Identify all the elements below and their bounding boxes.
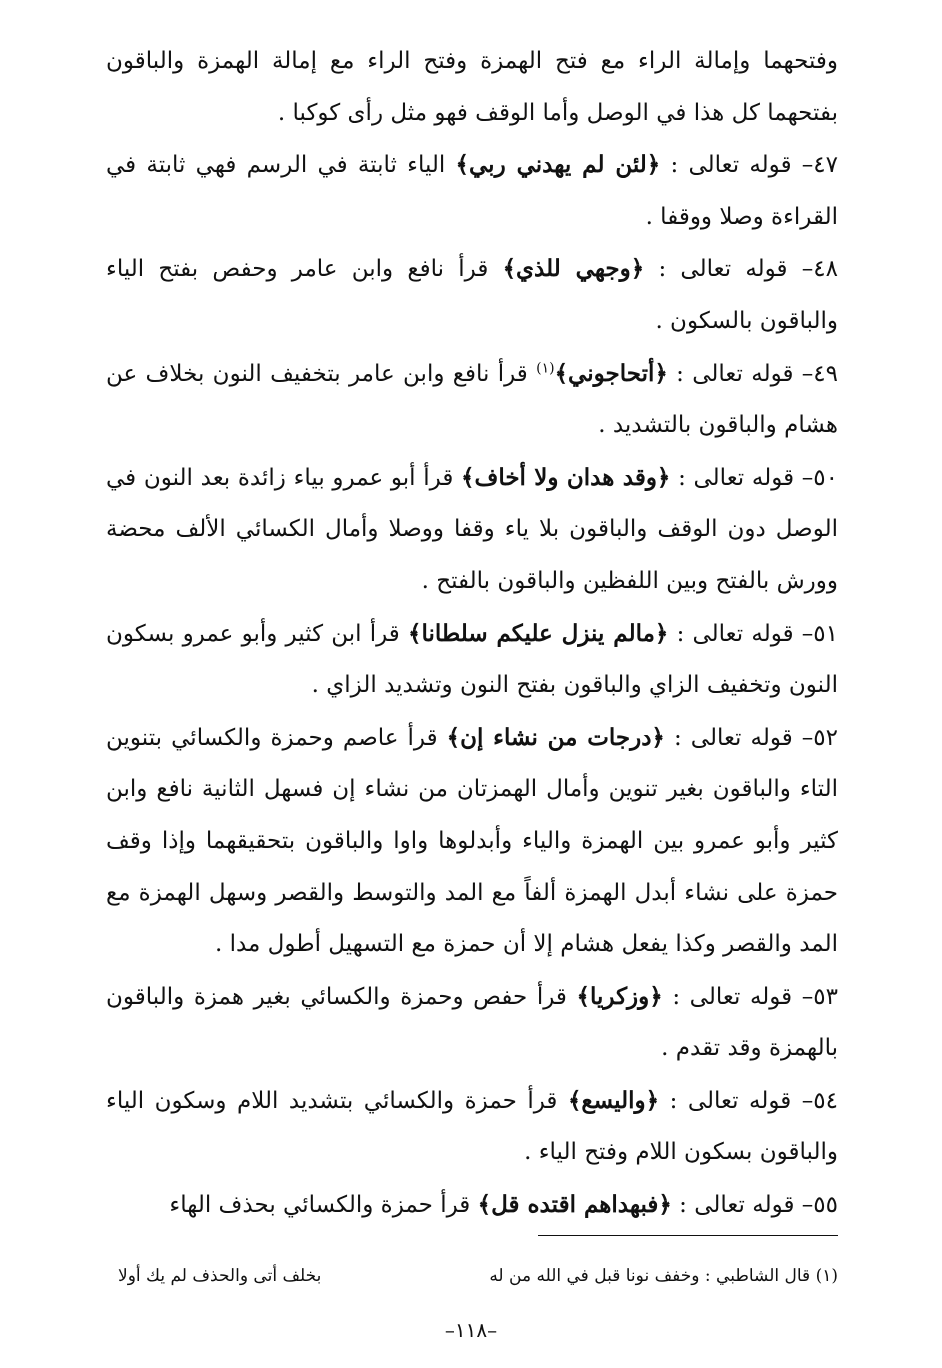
entry-prefix: ٥٠– قوله تعالى : bbox=[670, 464, 838, 491]
paragraph bbox=[106, 139, 838, 243]
paragraph bbox=[106, 971, 838, 1075]
footnote-verse-first-half: قال الشاطبي : وخفف نونا قبل في الله من له bbox=[489, 1266, 811, 1286]
paragraph-text: وفتحهما وإمالة الراء مع فتح الهمزة وفتح الراء مع إمالة الهمزة والباقون بفتحهما كل هذا في الوصل وأما الوقف فهو مثل رأى كوكبا . bbox=[106, 48, 838, 126]
quran-quote: ﴿وزكريا﴾ bbox=[576, 982, 663, 1010]
entry-text: قرأ نافع وابن عامر وحفص بفتح الياء والباقون بالسكون . bbox=[106, 256, 838, 334]
entry-text: قرأ حمزة والكسائي بتشديد اللام وسكون الياء والباقون بسكون اللام وفتح الياء . bbox=[106, 1087, 838, 1166]
paragraph bbox=[106, 348, 838, 452]
entry-prefix: ٥٣– قوله تعالى : bbox=[662, 983, 838, 1010]
entry-text: الياء ثابتة في الرسم فهي ثابتة في القراءة وصلا ووقفا . bbox=[106, 152, 838, 230]
paragraph bbox=[106, 1179, 838, 1232]
entry-prefix: ٥٢– قوله تعالى : bbox=[664, 724, 838, 751]
paragraph bbox=[106, 36, 838, 139]
footnote-marker: (١) bbox=[815, 1266, 838, 1286]
footnote-divider bbox=[538, 1235, 838, 1236]
quran-quote: ﴿أتحاجوني﴾ bbox=[554, 359, 668, 387]
footnote bbox=[106, 1262, 838, 1290]
main-text bbox=[106, 36, 838, 1232]
paragraph bbox=[106, 608, 838, 712]
quran-quote: ﴿وقد هدان ولا أخاف﴾ bbox=[461, 463, 671, 491]
paragraph bbox=[106, 1075, 838, 1179]
entry-text: قرأ ابن كثير وأبو عمرو بسكون النون وتخفيف الزاي والباقون بفتح النون وتشديد الزاي . bbox=[106, 620, 838, 699]
entry-prefix: ٤٨– قوله تعالى : bbox=[644, 256, 838, 283]
footnote-verse-second-half: بخلف أتى والحذف لم يك أولا bbox=[118, 1266, 322, 1286]
footnote-reference: (١) bbox=[536, 359, 555, 376]
entry-prefix: ٤٧– قوله تعالى : bbox=[660, 152, 838, 179]
paragraph bbox=[106, 243, 838, 347]
entry-prefix: ٥٥– قوله تعالى : bbox=[671, 1192, 838, 1219]
quran-quote: ﴿فبهداهم اقتده قل﴾ bbox=[477, 1191, 672, 1219]
quran-quote: ﴿وجهي للذي﴾ bbox=[502, 255, 645, 283]
page-number: –١١٨– bbox=[444, 1318, 498, 1342]
entry-text: قرأ عاصم وحمزة والكسائي بتنوين التاء والباقون بغير تنوين وأمال الهمزتان من نشاء إن فسهل الثانية نافع وابن كثير وأبو عمرو بين الهمزة والياء وأبدلوها واوا والباقون بتحقيقهما وإذا وقف حمزة على نشاء أبدل الهمزة ألفاً مع المد والتوسط والقصر وسهل الهمزة مع المد والقصر وكذا يفعل هشام إلا أن حمزة مع التسهيل أطول مدا . bbox=[106, 724, 838, 958]
paragraph bbox=[106, 712, 838, 971]
entry-prefix: ٤٩– قوله تعالى : bbox=[667, 360, 838, 387]
entry-text: قرأ نافع وابن عامر بتخفيف النون بخلاف عن هشام والباقون بالتشديد . bbox=[106, 360, 838, 439]
paragraph bbox=[106, 452, 838, 608]
entry-text: قرأ أبو عمرو بياء زائدة بعد النون في الوصل دون الوقف والباقون بلا ياء وقفا ووصلا وأمال الكسائي الألف محضة وورش بالفتح وبين اللفظين والباقون بالفتح . bbox=[106, 464, 838, 594]
entry-text: قرأ حمزة والكسائي بحذف الهاء bbox=[169, 1192, 478, 1219]
quran-quote: ﴿لئن لم يهدني ربي﴾ bbox=[455, 151, 661, 179]
entry-text: قرأ حفص وحمزة والكسائي بغير همزة والباقون بالهمزة وقد تقدم . bbox=[106, 983, 838, 1062]
entry-prefix: ٥١– قوله تعالى : bbox=[668, 620, 838, 647]
quran-quote: ﴿واليسع﴾ bbox=[567, 1086, 660, 1114]
quran-quote: ﴿درجات من نشاء إن﴾ bbox=[446, 723, 665, 751]
entry-prefix: ٥٤– قوله تعالى : bbox=[659, 1087, 838, 1114]
quran-quote: ﴿مالم ينزل عليكم سلطانا﴾ bbox=[407, 619, 669, 647]
